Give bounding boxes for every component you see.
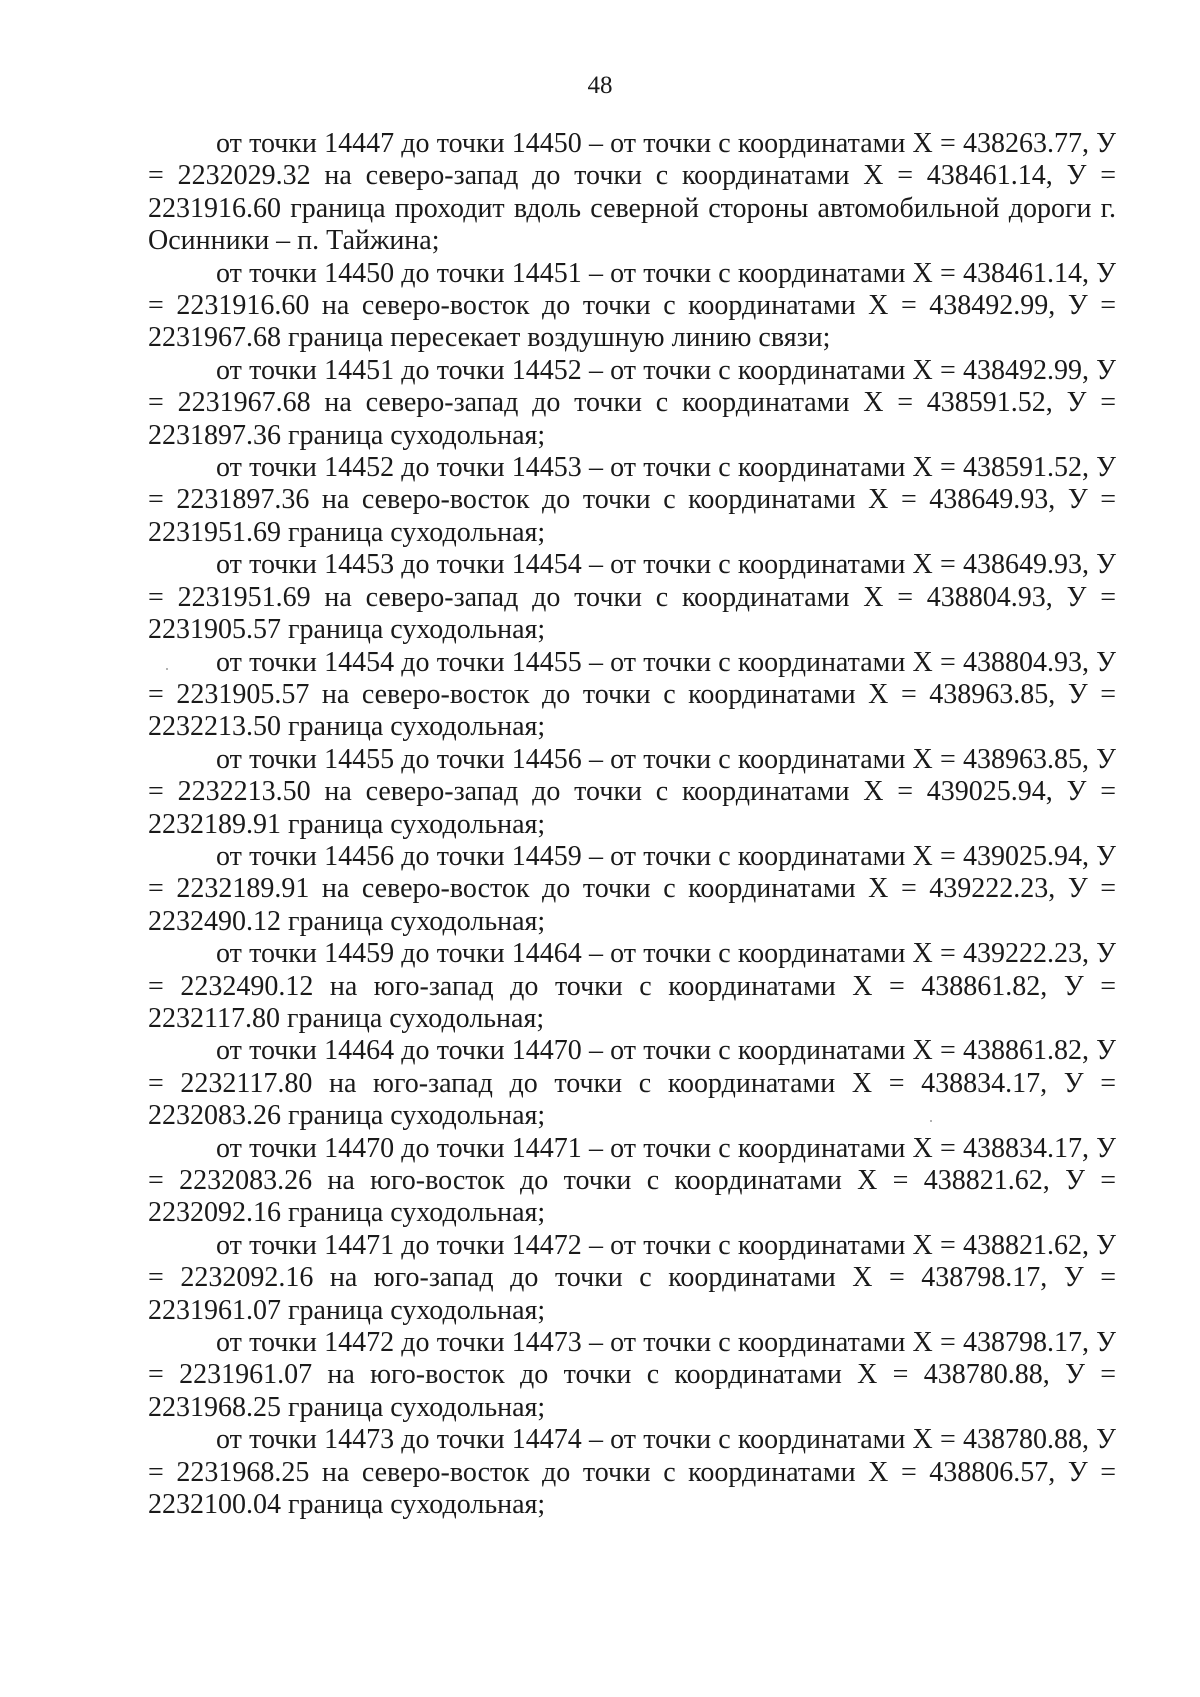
boundary-segment-paragraph: от точки 14450 до точки 14451 – от точки с координатами X = 438461.14, У = 2231916.60 на северо-восток до точки с координатами X = 438492.99, У = 2231967.68 граница пересекает воздушную линию связи; <box>148 257 1116 354</box>
boundary-segment-paragraph: от точки 14451 до точки 14452 – от точки с координатами X = 438492.99, У = 2231967.68 на северо-запад до точки с координатами X = 438591.52, У = 2231897.36 граница суходольная; <box>148 354 1116 451</box>
boundary-segment-paragraph: от точки 14455 до точки 14456 – от точки с координатами X = 438963.85, У = 2232213.50 на северо-запад до точки с координатами X = 439025.94, У = 2232189.91 граница суходольная; <box>148 743 1116 840</box>
boundary-segment-paragraph: от точки 14456 до точки 14459 – от точки с координатами X = 439025.94, У = 2232189.91 на северо-восток до точки с координатами X = 439222.23, У = 2232490.12 граница суходольная; <box>148 840 1116 937</box>
boundary-segment-paragraph: от точки 14459 до точки 14464 – от точки с координатами X = 439222.23, У = 2232490.12 на юго-запад до точки с координатами X = 438861.82, У = 2232117.80 граница суходольная; <box>148 938 1116 1034</box>
boundary-segment-paragraph: от точки 14452 до точки 14453 – от точки с координатами X = 438591.52, У = 2231897.36 на северо-восток до точки с координатами X = 438649.93, У = 2231951.69 граница суходольная; <box>148 452 1116 548</box>
scan-speck <box>930 1120 932 1122</box>
boundary-segment-paragraph: от точки 14464 до точки 14470 – от точки с координатами X = 438861.82, У = 2232117.80 на юго-запад до точки с координатами X = 438834.17, У = 2232083.26 граница суходольная; <box>148 1035 1116 1132</box>
boundary-segment-paragraph: от точки 14472 до точки 14473 – от точки с координатами X = 438798.17, У = 2231961.07 на юго-восток до точки с координатами X = 438780.88, У = 2231968.25 граница суходольная; <box>148 1327 1116 1423</box>
boundary-description <box>148 128 1116 1521</box>
boundary-segment-paragraph: от точки 14454 до точки 14455 – от точки с координатами X = 438804.93, У = 2231905.57 на северо-восток до точки с координатами X = 438963.85, У = 2232213.50 граница суходольная; <box>148 646 1116 743</box>
boundary-segment-paragraph: от точки 14447 до точки 14450 – от точки с координатами X = 438263.77, У = 2232029.32 на северо-запад до точки с координатами X = 438461.14, У = 2231916.60 граница проходит вдоль северной стороны автомобильной дороги г. Осинники – п. Тайжина; <box>148 128 1116 257</box>
boundary-segment-paragraph: от точки 14470 до точки 14471 – от точки с координатами X = 438834.17, У = 2232083.26 на юго-восток до точки с координатами X = 438821.62, У = 2232092.16 граница суходольная; <box>148 1132 1116 1229</box>
page-number: 48 <box>587 72 613 99</box>
scan-speck <box>166 668 168 670</box>
boundary-segment-paragraph: от точки 14473 до точки 14474 – от точки с координатами X = 438780.88, У = 2231968.25 на северо-восток до точки с координатами X = 438806.57, У = 2232100.04 граница суходольная; <box>148 1424 1116 1521</box>
boundary-segment-paragraph: от точки 14471 до точки 14472 – от точки с координатами X = 438821.62, У = 2232092.16 на юго-запад до точки с координатами X = 438798.17, У = 2231961.07 граница суходольная; <box>148 1229 1116 1326</box>
boundary-segment-paragraph: от точки 14453 до точки 14454 – от точки с координатами X = 438649.93, У = 2231951.69 на северо-запад до точки с координатами X = 438804.93, У = 2231905.57 граница суходольная; <box>148 549 1116 646</box>
